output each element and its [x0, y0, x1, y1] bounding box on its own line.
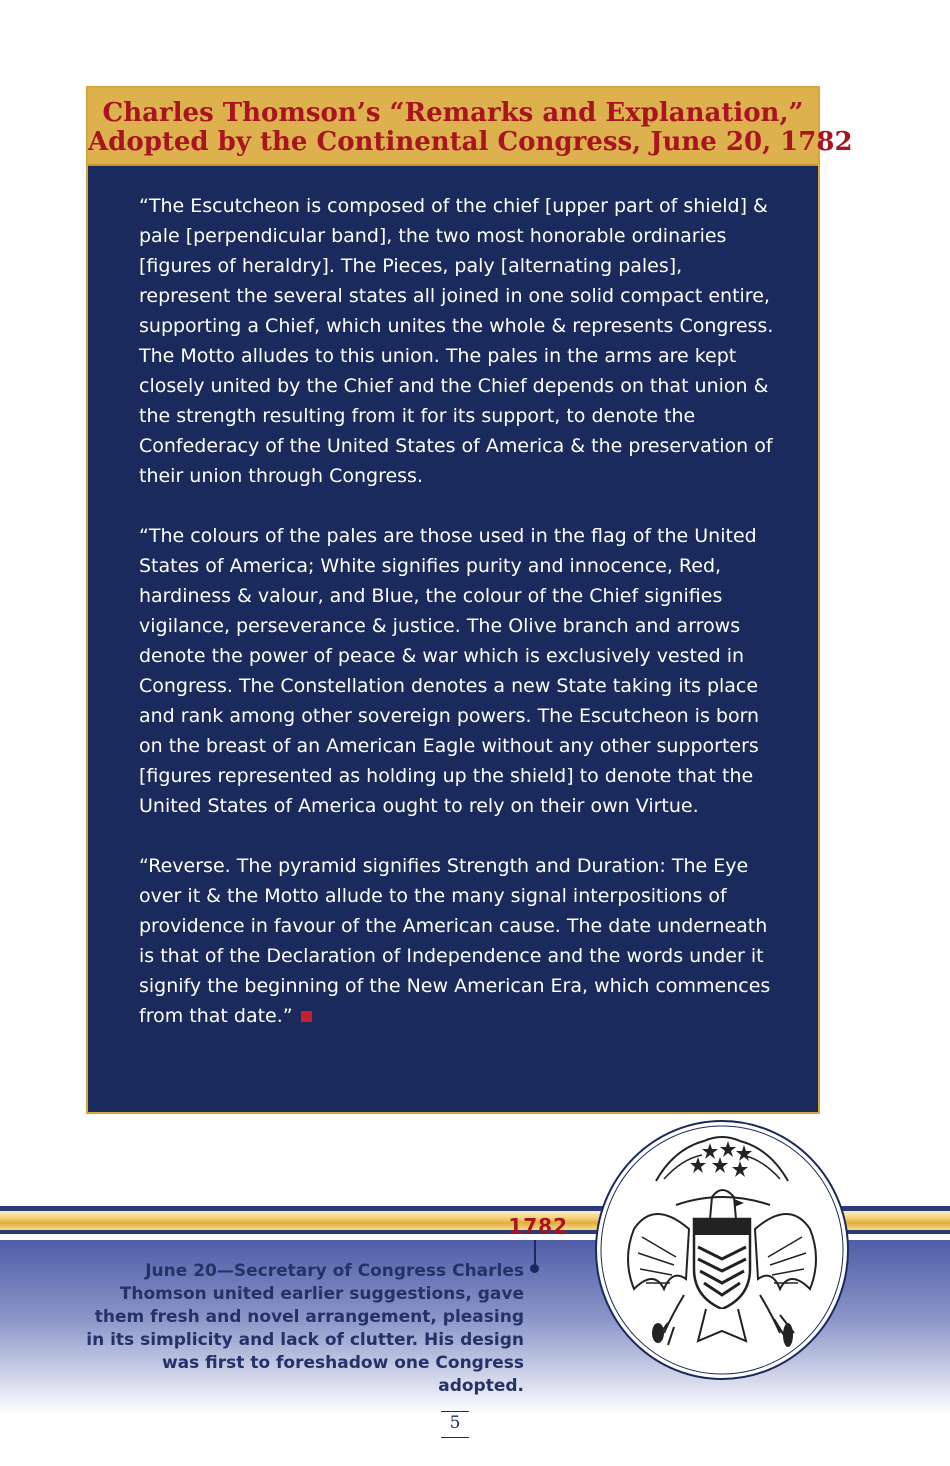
panel-title-line-1: Charles Thomson’s “Remarks and Explanation,”	[102, 98, 804, 128]
timeline-year: 1782	[508, 1214, 568, 1238]
eagle-seal-icon	[594, 1119, 854, 1383]
timeline-caption: June 20—Secretary of Congress Charles Thomson united earlier suggestions, gave them fresh and novel arrangement, pleasing in its simplicity and lack of clutter. His design was first to foreshadow one Congress adopted.	[86, 1261, 524, 1396]
panel-title-line-2: Adopted by the Continental Congress, June 20, 1782	[88, 127, 853, 157]
panel-title	[88, 88, 853, 166]
paragraph-escutcheon: “The Escutcheon is composed of the chief [upper part of shield] & pale [perpendicular band], the two most honorable ordinaries [figures of heraldry]. The Pieces, paly [alternating pales], represent the several states all joined in one solid compact entire, supporting a Chief, which unites the whole & represents Congress. The Motto alludes to this union. The pales in the arms are kept closely united by the Chief and the Chief depends on that union & the strength resulting from it for its support, to denote the Confederacy of the United States of America & the preservation of their union through Congress.	[139, 195, 774, 487]
timeline-tick	[534, 1240, 536, 1266]
timeline-dot	[530, 1264, 539, 1273]
paragraph-reverse	[139, 851, 779, 1031]
remarks-panel	[86, 86, 853, 1114]
paragraph-reverse-text: “Reverse. The pyramid signifies Strength and Duration: The Eye over it & the Motto allude to the many signal interpositions of providence in favour of the American cause. The date underneath is that of the Declaration of Independence and the words under it signify the beginning of the New American Era, which commences from that date.”	[139, 855, 771, 1027]
page-number: 5	[441, 1411, 469, 1438]
end-mark-icon	[301, 1011, 312, 1022]
paragraph-colours: “The colours of the pales are those used in the flag of the United States of America; White signifies purity and innocence, Red, hardiness & valour, and Blue, the colour of the Chief signifies vigilance, perseverance & justice. The Olive branch and arrows denote the power of peace & war which is exclusively vested in Congress. The Constellation denotes a new State taking its place and rank among other sovereign powers. The Escutcheon is born on the breast of an American Eagle without any other supporters [figures represented as holding up the shield] to denote that the United States of America ought to rely on their own Virtue.	[139, 525, 760, 817]
panel-body	[139, 191, 779, 1061]
